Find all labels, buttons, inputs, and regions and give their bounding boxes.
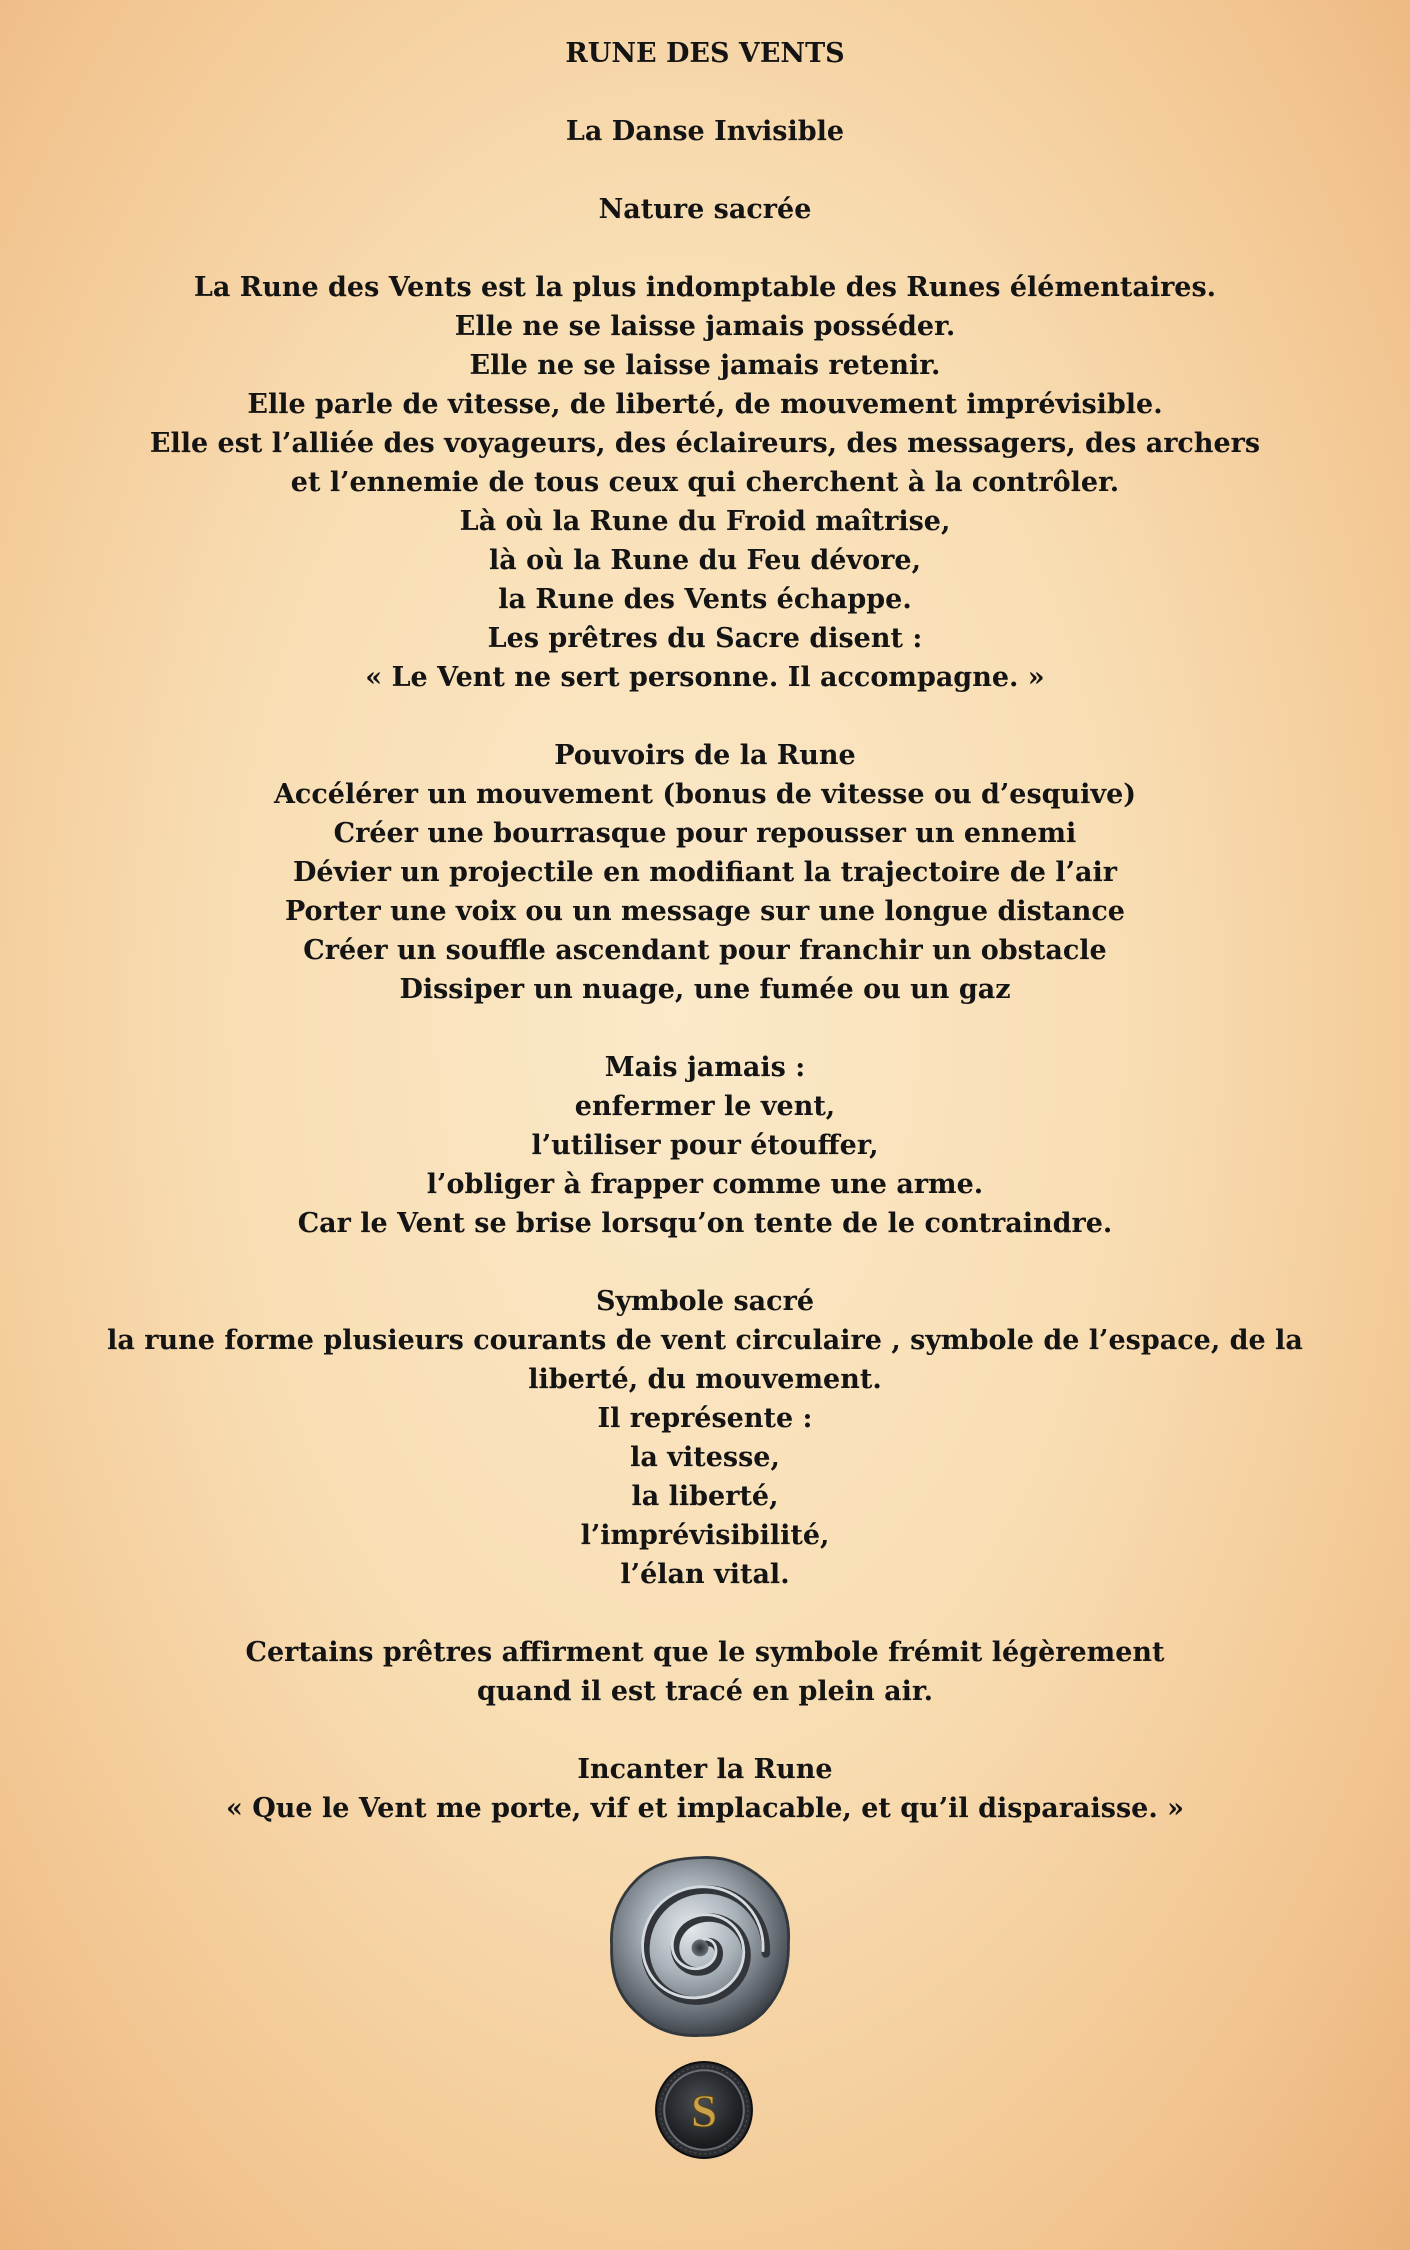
section-heading-symbol: Symbole sacré [595,1286,815,1317]
power-item: Porter une voix ou un message sur une longue distance [284,896,1125,927]
priests-line: Certains prêtres affirment que le symbole frémit légèrement [245,1637,1165,1668]
power-item: Dévier un projectile en modifiant la trajectoire de l’air [293,857,1117,888]
symbol-item: la liberté, [631,1481,779,1512]
nature-line: Elle ne se laisse jamais retenir. [469,350,941,381]
nature-line: Elle parle de vitesse, de liberté, de mouvement imprévisible. [247,389,1163,420]
nature-line: Elle est l’alliée des voyageurs, des éclaireurs, des messagers, des archers [149,428,1261,459]
section-heading-nature: Nature sacrée [598,194,812,225]
symbol-item: la vitesse, [630,1442,780,1473]
symbol-description: la rune forme plusieurs courants de vent circulaire , symbole de l’espace, de la liberté, du mouvement. [107,1325,1303,1395]
section-heading-never: Mais jamais : [604,1052,806,1083]
nature-line: et l’ennemie de tous ceux qui cherchent à la contrôler. [290,467,1120,498]
power-item: Créer un souffle ascendant pour franchir un obstacle [303,935,1107,966]
never-item: l’obliger à frapper comme une arme. [426,1169,984,1200]
document-subtitle: La Danse Invisible [565,116,845,147]
document-text [0,34,1410,1828]
nature-line: la Rune des Vents échappe. [498,584,912,615]
nature-line: La Rune des Vents est la plus indomptable des Runes élémentaires. [193,272,1217,303]
never-item: l’utiliser pour étouffer, [531,1130,879,1161]
nature-quote: « Le Vent ne sert personne. Il accompagne. » [365,662,1045,693]
nature-line: Elle ne se laisse jamais posséder. [454,311,956,342]
symbol-item: l’élan vital. [620,1559,790,1590]
symbol-item: l’imprévisibilité, [580,1520,830,1551]
nature-line: là où la Rune du Feu dévore, [489,545,921,576]
never-item: enfermer le vent, [574,1091,836,1122]
symbol-represents-heading: Il représente : [597,1403,813,1434]
section-heading-powers: Pouvoirs de la Rune [554,740,856,771]
seal-letter: S [690,2085,718,2138]
nature-line: Les prêtres du Sacre disent : [487,623,923,654]
incantation-text: « Que le Vent me porte, vif et implacable, et qu’il disparaisse. » [225,1793,1185,1824]
power-item: Accélérer un mouvement (bonus de vitesse ou d’esquive) [273,779,1137,810]
power-item: Dissiper un nuage, une fumée ou un gaz [399,974,1011,1005]
letter-s-seal-icon [653,2059,755,2161]
never-conclusion: Car le Vent se brise lorsqu’on tente de le contraindre. [297,1208,1113,1239]
section-heading-incantation: Incanter la Rune [577,1754,833,1785]
document-title: RUNE DES VENTS [565,38,845,69]
priests-line: quand il est tracé en plein air. [477,1676,933,1707]
power-item: Créer une bourrasque pour repousser un ennemi [333,818,1077,849]
wind-rune-stone-spiral-icon [606,1848,794,2044]
nature-line: Là où la Rune du Froid maîtrise, [459,506,951,537]
